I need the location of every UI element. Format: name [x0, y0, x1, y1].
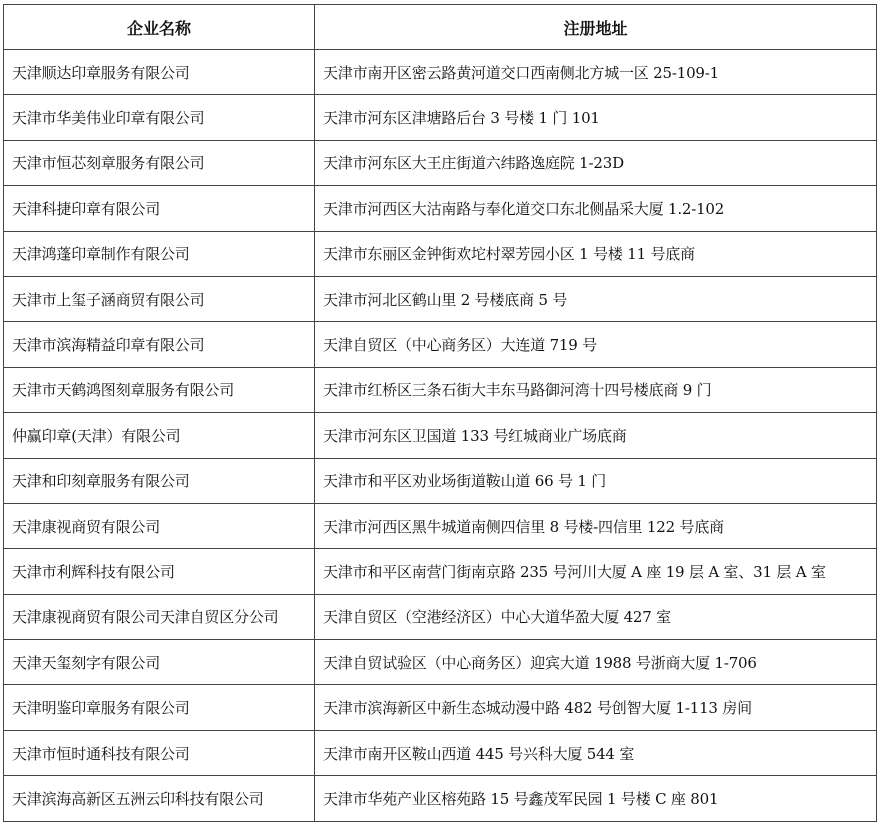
- company-name-cell: 天津市恒时通科技有限公司: [4, 730, 315, 775]
- registered-address-cell: 天津市和平区劝业场街道鞍山道 66 号 1 门: [315, 458, 877, 503]
- registered-address-cell: 天津市南开区鞍山西道 445 号兴科大厦 544 室: [315, 730, 877, 775]
- company-name-cell: 天津明鉴印章服务有限公司: [4, 685, 315, 730]
- table-row: [4, 95, 877, 140]
- table-row: [4, 685, 877, 730]
- company-name-cell: 天津市华美伟业印章有限公司: [4, 95, 315, 140]
- table-row: [4, 231, 877, 276]
- registered-address-cell: 天津市河西区黑牛城道南侧四信里 8 号楼-四信里 122 号底商: [315, 503, 877, 548]
- company-name-cell: 天津科捷印章有限公司: [4, 186, 315, 231]
- table-row: [4, 594, 877, 639]
- company-name-cell: 天津市恒芯刻章服务有限公司: [4, 140, 315, 185]
- table-body: [4, 50, 877, 822]
- table-row: [4, 503, 877, 548]
- table-row: [4, 730, 877, 775]
- table-row: [4, 640, 877, 685]
- registered-address-cell: 天津市河西区大沽南路与奉化道交口东北侧晶采大厦 1.2-102: [315, 186, 877, 231]
- registered-address-cell: 天津市南开区密云路黄河道交口西南侧北方城一区 25-109-1: [315, 50, 877, 95]
- registered-address-cell: 天津自贸区（空港经济区）中心大道华盈大厦 427 室: [315, 594, 877, 639]
- company-name-cell: 天津和印刻章服务有限公司: [4, 458, 315, 503]
- registered-address-cell: 天津市华苑产业区榕苑路 15 号鑫茂军民园 1 号楼 C 座 801: [315, 776, 877, 821]
- table-row: [4, 776, 877, 821]
- company-name-cell: 天津康视商贸有限公司: [4, 503, 315, 548]
- company-name-cell: 天津康视商贸有限公司天津自贸区分公司: [4, 594, 315, 639]
- table-row: [4, 549, 877, 594]
- company-name-cell: 天津市天鹤鸿图刻章服务有限公司: [4, 367, 315, 412]
- table-row: [4, 413, 877, 458]
- table-row: [4, 367, 877, 412]
- table-header-row: [4, 5, 877, 50]
- company-name-cell: 仲赢印章(天津）有限公司: [4, 413, 315, 458]
- company-name-cell: 天津市上玺子涵商贸有限公司: [4, 276, 315, 321]
- registered-address-cell: 天津市红桥区三条石街大丰东马路御河湾十四号楼底商 9 门: [315, 367, 877, 412]
- table-row: [4, 186, 877, 231]
- header-registered-address: 注册地址: [315, 5, 877, 50]
- header-company-name: 企业名称: [4, 5, 315, 50]
- registered-address-cell: 天津市河东区津塘路后台 3 号楼 1 门 101: [315, 95, 877, 140]
- company-name-cell: 天津滨海高新区五洲云印科技有限公司: [4, 776, 315, 821]
- registered-address-cell: 天津市东丽区金钟街欢坨村翠芳园小区 1 号楼 11 号底商: [315, 231, 877, 276]
- registered-address-cell: 天津市滨海新区中新生态城动漫中路 482 号创智大厦 1-113 房间: [315, 685, 877, 730]
- company-name-cell: 天津市滨海精益印章有限公司: [4, 322, 315, 367]
- table-row: [4, 322, 877, 367]
- company-name-cell: 天津顺达印章服务有限公司: [4, 50, 315, 95]
- registered-address-cell: 天津市和平区南营门街南京路 235 号河川大厦 A 座 19 层 A 室、31 层 A 室: [315, 549, 877, 594]
- registered-address-cell: 天津自贸试验区（中心商务区）迎宾大道 1988 号浙商大厦 1-706: [315, 640, 877, 685]
- company-address-table: [3, 4, 877, 822]
- table-row: [4, 458, 877, 503]
- table-row: [4, 50, 877, 95]
- registered-address-cell: 天津自贸区（中心商务区）大连道 719 号: [315, 322, 877, 367]
- company-table-container: [3, 4, 876, 822]
- company-name-cell: 天津天玺刻字有限公司: [4, 640, 315, 685]
- company-name-cell: 天津市利辉科技有限公司: [4, 549, 315, 594]
- table-row: [4, 276, 877, 321]
- registered-address-cell: 天津市河东区大王庄街道六纬路逸庭院 1-23D: [315, 140, 877, 185]
- table-row: [4, 140, 877, 185]
- registered-address-cell: 天津市河东区卫国道 133 号红城商业广场底商: [315, 413, 877, 458]
- registered-address-cell: 天津市河北区鹤山里 2 号楼底商 5 号: [315, 276, 877, 321]
- company-name-cell: 天津鸿蓬印章制作有限公司: [4, 231, 315, 276]
